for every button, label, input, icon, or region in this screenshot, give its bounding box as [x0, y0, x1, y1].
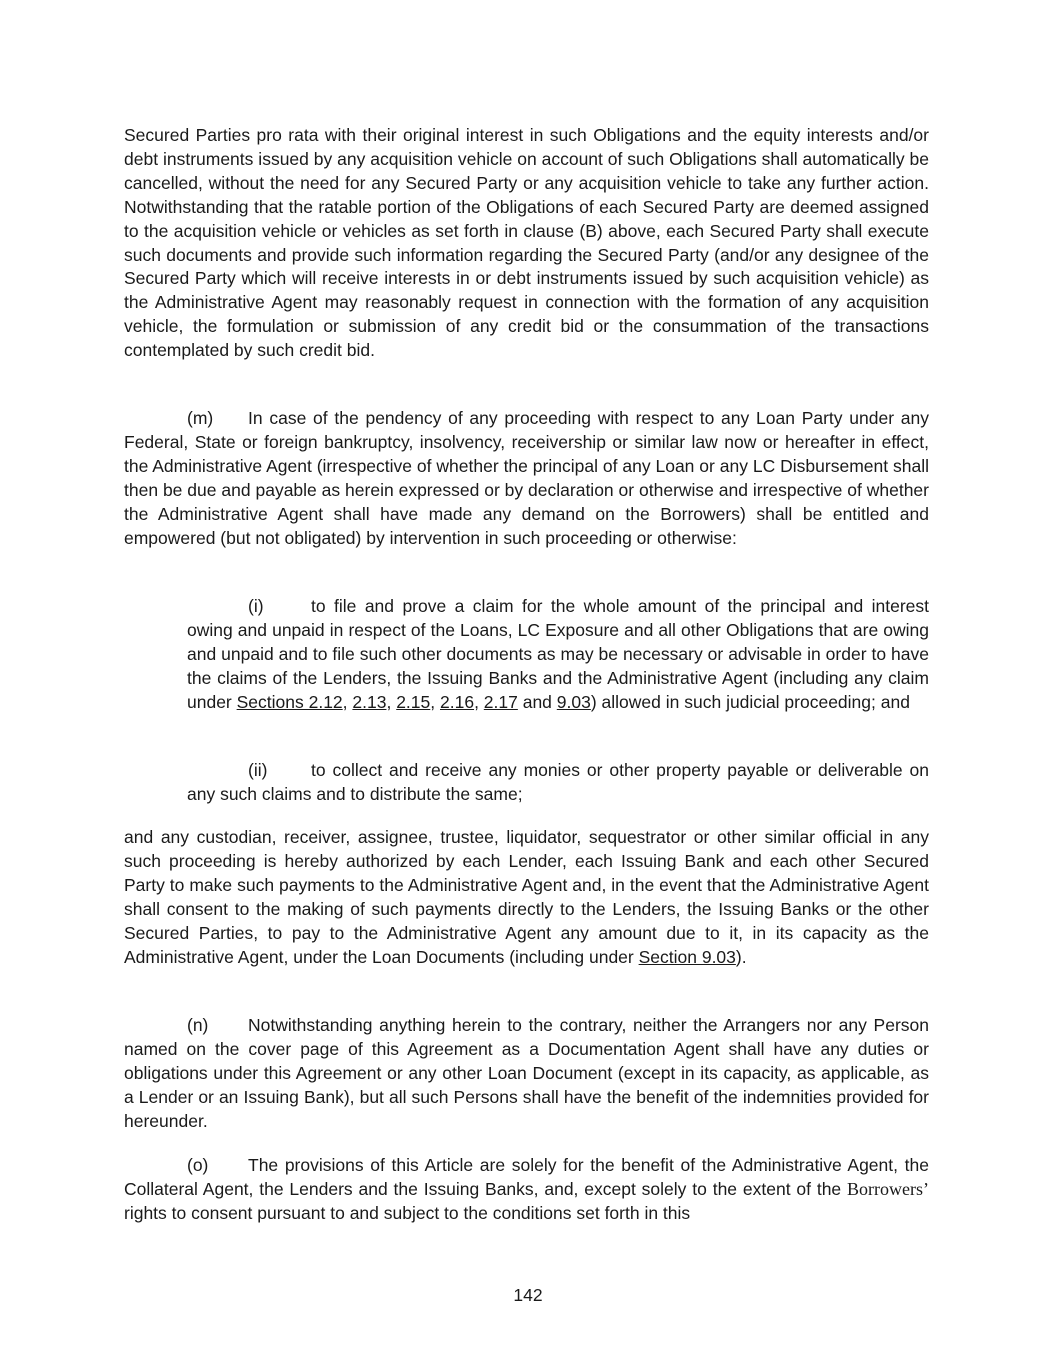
paragraph-text: In case of the pendency of any proceeding with respect to any Loan Party under any Federal, State or foreign bankruptcy, insolvency, receivership or similar law now or hereafter in effect, the Administrative Agent (irrespective of whether the principal of any Loan or any LC Disbursement shall then be due and payable as herein expressed or by declaration or otherwise and irrespective of whether the Administrative Agent shall have made any demand on the Borrowers) shall be entitled and empowered (but not obligated) by intervention in such proceeding or otherwise: [124, 408, 929, 548]
paragraph-m [124, 407, 929, 550]
clause-i [187, 595, 929, 715]
section-reference: 2.15 [396, 691, 431, 712]
paragraph-l-continuation [124, 124, 929, 363]
clause-label: (i) [248, 596, 264, 616]
separator: , [430, 691, 440, 712]
separator: , [474, 691, 484, 712]
section-reference: Sections 2.12 [236, 691, 343, 712]
paragraph-label: (o) [187, 1155, 209, 1175]
paragraph-m-continuation [124, 826, 929, 969]
paragraph-label: (m) [187, 408, 214, 428]
clause-label: (ii) [248, 760, 268, 780]
paragraph-text: and any custodian, receiver, assignee, trustee, liquidator, sequestrator or other similar official in any such proceeding is hereby authorized by each Lender, each Issuing Bank and each other Secured Party to make such payments to the Administrative Agent and, in the event that the Administrative Agent shall consent to the making of such payments directly to the Lenders, the Issuing Banks or the other Secured Parties, to pay to the Administrative Agent any amount due to it, in its capacity as the Administrative Agent, under the Loan Documents (including under [124, 827, 929, 967]
paragraph-text: Notwithstanding anything herein to the contrary, neither the Arrangers nor any Person named on the cover page of this Agreement as a Documentation Agent shall have any duties or obligations under this Agreement or any other Loan Document (except in its capacity, as applicable, as a Lender or an Issuing Bank), but all such Persons shall have the benefit of the indemnities provided for hereunder. [124, 1015, 929, 1131]
paragraph-text: ). [735, 946, 747, 967]
separator: and [517, 691, 557, 712]
paragraph-text: rights to consent pursuant to and subject to the conditions set forth in this [124, 1202, 691, 1223]
clause-text: to file and prove a claim for the whole amount of the principal and interest owing and unpaid in respect of the Loans, LC Exposure and all other Obligations that are owing and unpaid and to file such other documents as may be necessary or advisable in order to have the claims of the Lenders, the Issuing Banks and the Administrative Agent (including any claim under [187, 596, 929, 712]
paragraph-n [124, 1014, 929, 1134]
borrowers-word: Borrowers’ [847, 1178, 929, 1199]
paragraph-o [124, 1154, 929, 1226]
section-reference: 2.16 [440, 691, 475, 712]
section-reference: 9.03 [556, 691, 591, 712]
separator: , [386, 691, 397, 712]
section-reference: Section 9.03 [638, 946, 736, 967]
page-number: 142 [513, 1285, 543, 1305]
paragraph-label: (n) [187, 1015, 209, 1035]
paragraph-text: Secured Parties pro rata with their original interest in such Obligations and the equity interests and/or debt instruments issued by any acquisition vehicle on account of such Obligations shall automatically be cancelled, without the need for any Secured Party or any acquisition vehicle to take any further action. Notwithstanding that the ratable portion of the Obligations of each Secured Party are deemed assigned to the acquisition vehicle or vehicles as set forth in clause (B) above, each Secured Party shall execute such documents and provide such information regarding the Secured Party (and/or any designee of the Secured Party which will receive interests in or debt instruments issued by such acquisition vehicle) as the Administrative Agent may reasonably request in connection with the formation of any acquisition vehicle, the formulation or submission of any credit bid or the consummation of the transactions contemplated by such credit bid. [124, 125, 929, 361]
separator: , [342, 691, 353, 712]
clause-text: to collect and receive any monies or other property payable or deliverable on any such claims and to distribute the same; [187, 760, 929, 804]
section-reference: 2.17 [483, 691, 518, 712]
section-reference: 2.13 [352, 691, 387, 712]
clause-text: ) allowed in such judicial proceeding; and [590, 691, 910, 712]
paragraph-text: The provisions of this Article are solely for the benefit of the Administrative Agent, the Collateral Agent, the Lenders and the Issuing Banks, and, except solely to the extent of the [124, 1155, 929, 1199]
clause-ii [187, 759, 929, 807]
